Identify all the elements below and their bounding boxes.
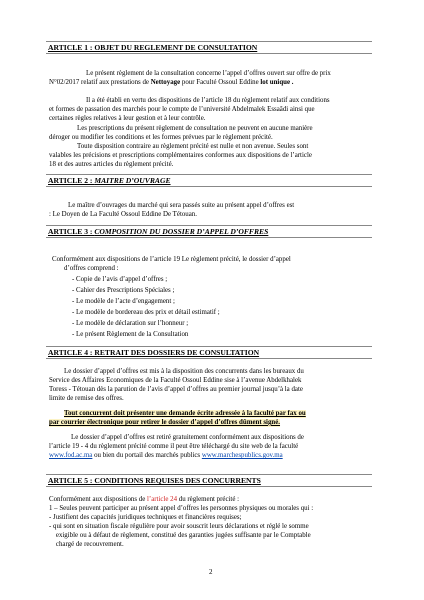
faculty-website-link[interactable]: www.fod.ac.ma	[49, 452, 93, 459]
heading-divider	[46, 53, 372, 54]
heading-divider	[46, 174, 372, 175]
article3-text: Conformément aux dispositions de l’article 19 Le règlement précité, le dossier d’appel	[52, 256, 291, 263]
article2-text: Le maître d’ouvrages du marché qui sera passés suite au présent appel d’offres est	[68, 202, 295, 209]
article2-heading: ARTICLE 2 : MAITRE D’OUVRAGE	[48, 176, 171, 185]
article4-heading: ARTICLE 4 : RETRAIT DES DOSSIERS DE CONSULTATION	[48, 348, 260, 357]
article4-bold-notice: Tout concurrent doit présenter une demande écrite adressée à la faculté par fax ou	[64, 410, 306, 417]
page-number: 2	[209, 568, 213, 576]
heading-divider	[46, 474, 372, 475]
list-item: - Cahier des Prescriptions Spéciales ;	[72, 287, 175, 294]
article1-text: Le présent règlement de la consultation concerne l’appel d’offres ouvert sur offre de prix	[86, 70, 331, 77]
heading-divider	[46, 237, 372, 238]
heading-divider	[46, 346, 372, 347]
heading-divider	[46, 358, 372, 359]
article4-text: Service des Affaires Economiques de la Faculté Ossoul Eddine sise à l’avenue Abdelkhalek	[49, 377, 302, 384]
article4-text: Le dossier d’appel d’offres est mis à la disposition des concurrents dans les bureaux du	[64, 368, 304, 375]
article2-text: : Le Doyen de La Faculté Ossoul Eddine De Tétouan.	[49, 211, 197, 218]
article5-text: - qui sont en situation fiscale régulière pour avoir souscrit leurs déclarations et réglé le somme	[49, 523, 309, 530]
article1-text: et formes de passation des marchés pour le compte de l’université Abdelmalek Essaâdi ainsi que	[49, 106, 315, 113]
list-item: - Copie de l’avis d’appel d’offres ;	[72, 276, 168, 283]
article5-heading: ARTICLE 5 : CONDITIONS REQUISES DES CONCURRENTS	[48, 476, 261, 485]
article4-text: www.fod.ac.ma ou bien du portail des marchés publics www.marchespublics.gov.ma	[49, 452, 283, 459]
article4-text: l’article 19 - 4 du règlement précité comme il peut être téléchargé du site web de la faculté	[49, 443, 299, 450]
article4-text: Le dossier d’appel d’offres est retiré gratuitement conformément aux dispositions de	[71, 434, 304, 441]
article4-bold-notice: par courrier électronique pour retirer le dossier d’appel d’offres dûment signé.	[49, 419, 281, 426]
article3-heading: ARTICLE 3 : COMPOSITION DU DOSSIER D’APPEL D’OFFRES	[48, 227, 269, 236]
article1-text: valables les précisions et prescriptions complémentaires conformes aux dispositions de l’article	[49, 152, 312, 159]
article3-text: d’offres comprend :	[64, 265, 119, 272]
article1-text: 18 et des autres articles du règlement précité.	[49, 161, 174, 168]
article1-text: certaines règles relatives à leur gestion et à leur contrôle.	[49, 115, 206, 122]
article1-text: Toute disposition contraire au règlement précité est nulle et non avenue. Seules sont	[77, 143, 309, 150]
list-item: - Le modèle de l’acte d’engagement ;	[72, 298, 175, 305]
article4-text: Toress - Tétouan dès la parution de l’avis d’appel d’offres au premier journal jusqu’à la date	[49, 386, 303, 393]
article5-text: chargé de recouvrement.	[49, 541, 124, 548]
article1-text: N°02/2017 relatif aux prestations de Nettoyage pour Faculté Ossoul Eddine lot unique .	[49, 79, 294, 86]
heading-divider	[46, 41, 372, 42]
list-item: - Le présent Règlement de la Consultation	[72, 331, 189, 338]
article5-text: 1 – Seules peuvent participer au présent appel d’offres les personnes physiques ou morales qui :	[49, 505, 314, 512]
article4-text: limite de remise des offres.	[49, 395, 124, 402]
list-item: - Le modèle de bordereau des prix et détail estimatif ;	[72, 309, 220, 316]
heading-divider	[46, 486, 372, 487]
heading-divider	[46, 186, 372, 187]
article1-text: Les prescriptions du présent règlement de consultation ne peuvent en aucune manière	[77, 125, 313, 132]
article1-text: déroger ou modifier les conditions et les formes prévues par le règlement précité.	[49, 134, 273, 141]
article5-text: Conformément aux dispositions de l’article 24 du règlement précité :	[49, 496, 240, 503]
article5-text: - Justifient des capacités juridiques techniques et financières requises;	[49, 514, 242, 521]
list-item: - Le modèle de déclaration sur l’honneur ;	[72, 320, 189, 327]
article1-heading: ARTICLE 1 : OBJET DU REGLEMENT DE CONSULTATION	[48, 43, 258, 52]
article1-text: Il a été établi en vertu des dispositions de l’article 18 du règlement relatif aux conditions	[86, 97, 330, 104]
heading-divider	[46, 225, 372, 226]
public-procurement-link[interactable]: www.marchespublics.gov.ma	[201, 452, 283, 459]
article5-text: exigible ou à défaut de règlement, constitué des garanties jugées suffisante par le Comptable	[49, 532, 311, 539]
